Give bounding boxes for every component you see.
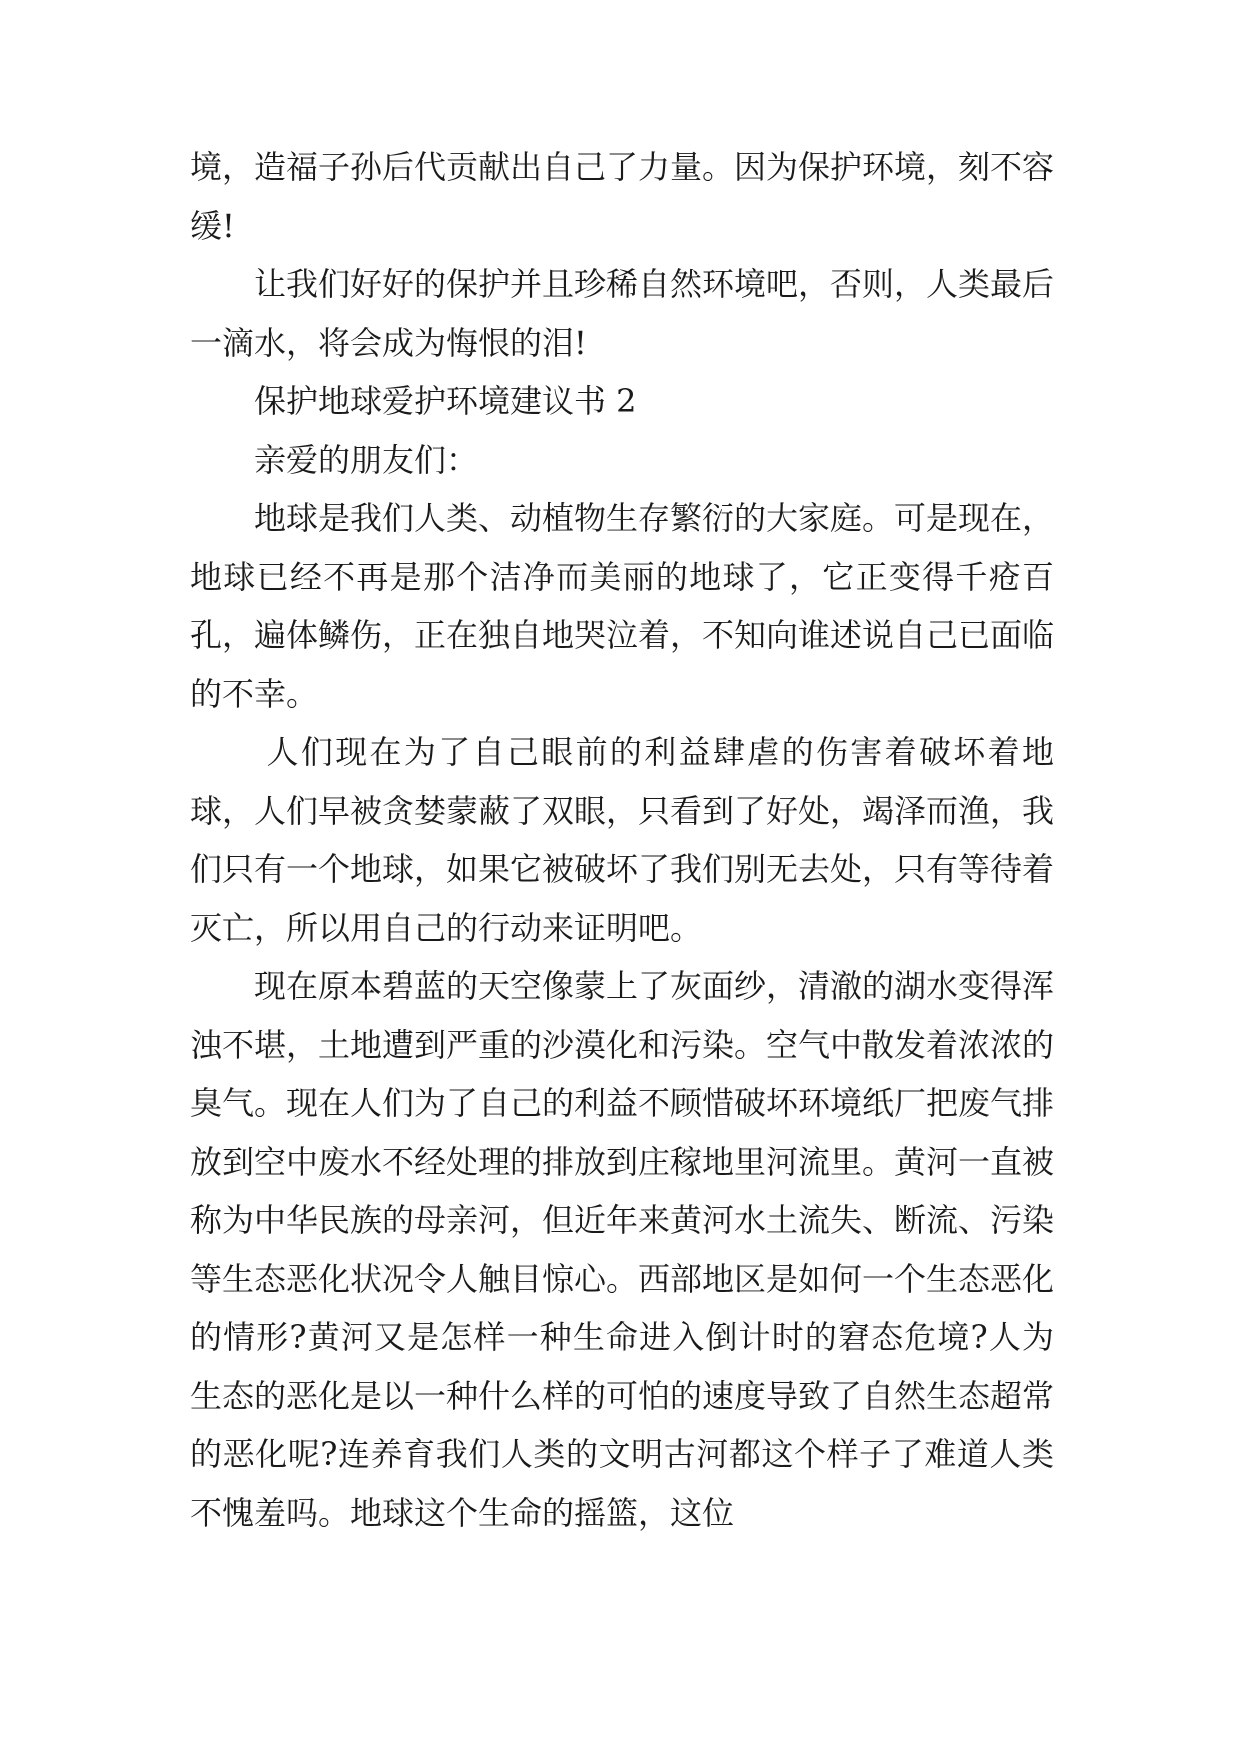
paragraph-greed: 人们现在为了自己眼前的利益肆虐的伤害着破坏着地球，人们早被贪婪蒙蔽了双眼，只看到了好处，竭泽而渔，我们只有一个地球，如果它被破坏了我们别无去处，只有等待着灭亡，所以用自己的行动来证明吧。 (190, 733, 1055, 947)
salutation: 亲爱的朋友们： (254, 440, 479, 479)
paragraph-closing-appeal: 让我们好好的保护并且珍稀自然环境吧，否则，人类最后一滴水，将会成为悔恨的泪! (190, 265, 1055, 362)
paragraph-pollution: 现在原本碧蓝的天空像蒙上了灰面纱，清澈的湖水变得浑浊不堪，土地遭到严重的沙漠化和污染。空气中散发着浓浓的臭气。现在人们为了自己的利益不顾惜破坏环境纸厂把废气排放到空中废水不经处理的排放到庄稼地里河流里。黄河一直被称为中华民族的母亲河，但近年来黄河水土流失、断流、污染等生态恶化状况令人触目惊心。西部地区是如何一个生态恶化的情形?黄河又是怎样一种生命进入倒计时的窘态危境?人为生态的恶化是以一种什么样的可怕的速度导致了自然生态超常的恶化呢?连养育我们人类的文明古河都这个样子了难道人类不愧羞吗。地球这个生命的摇篮，这位 (190, 967, 1055, 1532)
paragraph-earth-family: 地球是我们人类、动植物生存繁衍的大家庭。可是现在，地球已经不再是那个洁净而美丽的地球了，它正变得千疮百孔，遍体鳞伤，正在独自地哭泣着，不知向谁述说自己已面临的不幸。 (190, 499, 1055, 713)
document-body (190, 138, 1054, 1542)
paragraph-continuation: 境，造福子孙后代贡献出自己了力量。因为保护环境，刻不容缓! (190, 148, 1055, 245)
section-title: 保护地球爱护环境建议书 2 (254, 382, 637, 420)
